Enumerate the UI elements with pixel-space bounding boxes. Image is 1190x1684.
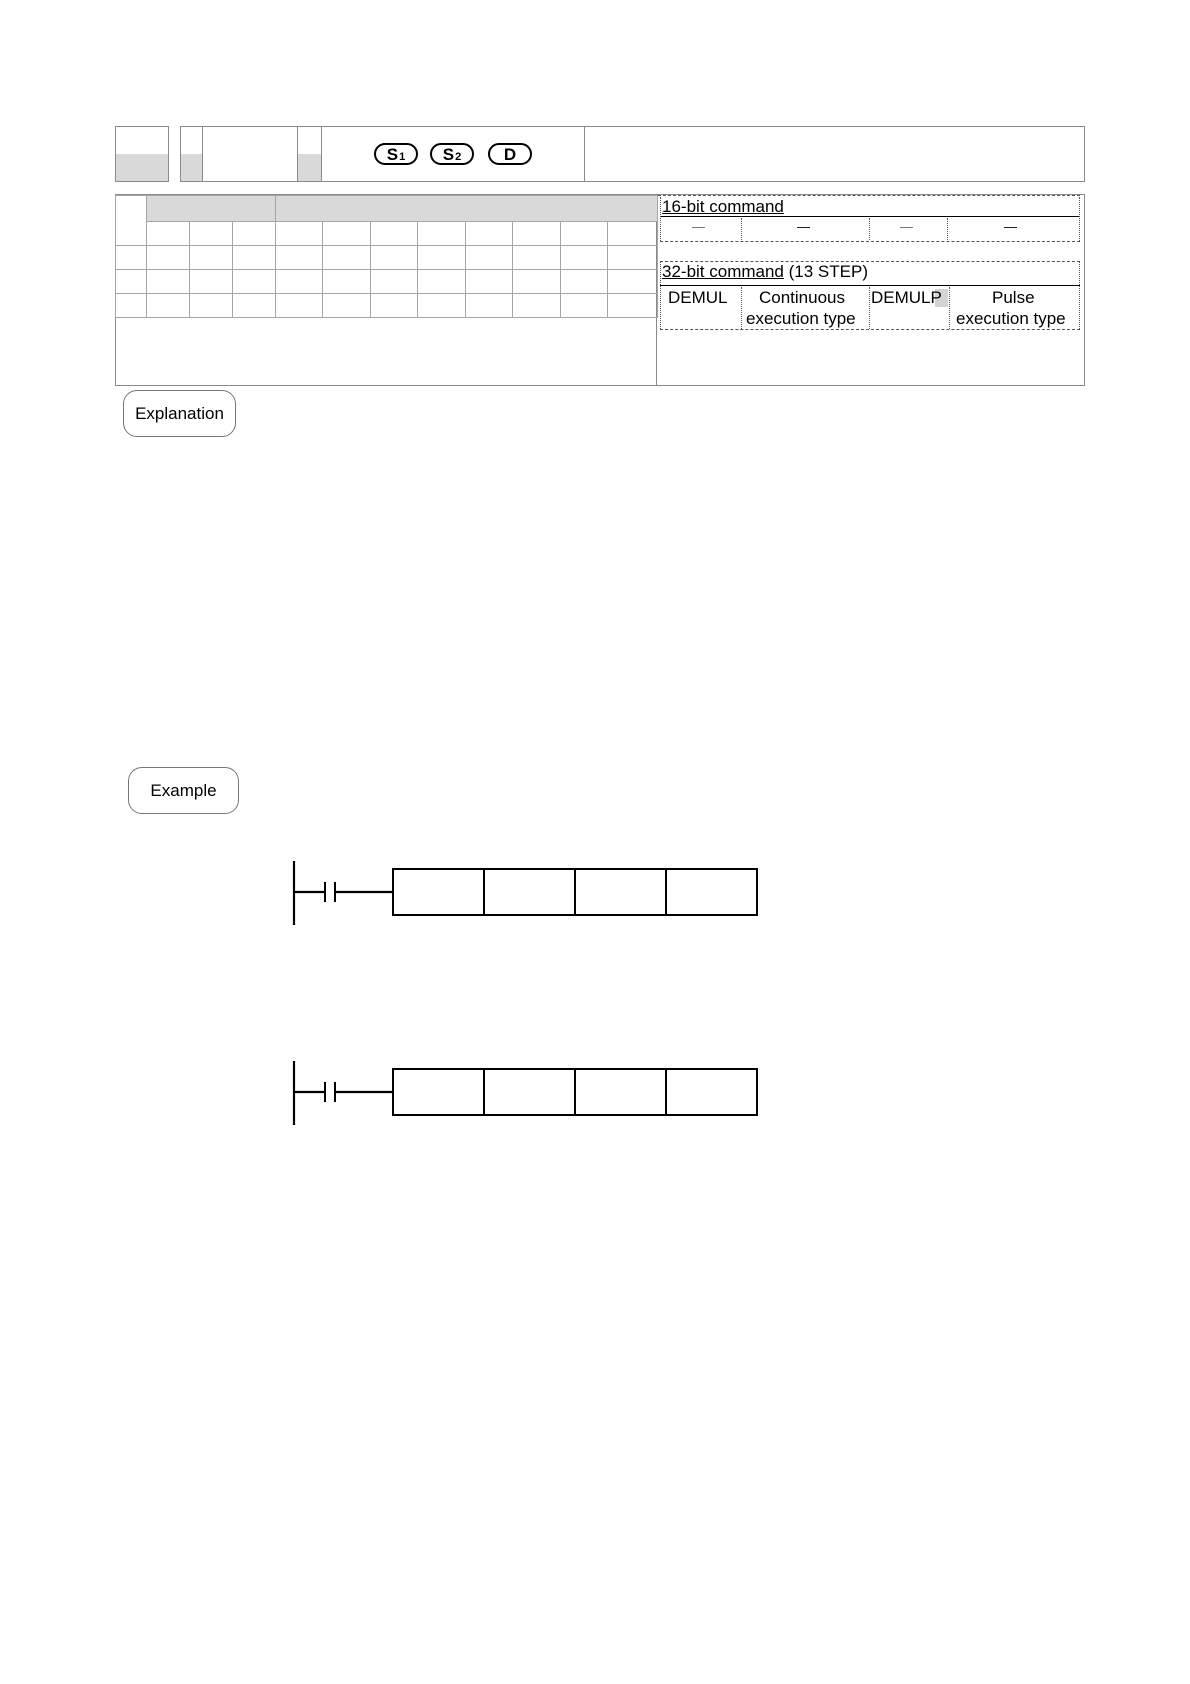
bit32-bottom-dash xyxy=(660,329,1080,330)
operand-row-d xyxy=(116,294,658,318)
bit16-cell-2: — xyxy=(797,219,810,234)
pulse-flag-shade xyxy=(298,154,321,181)
instruction-box-d xyxy=(666,1069,757,1115)
bit16-cell-4: — xyxy=(1004,219,1017,234)
operand-s2-sub: 2 xyxy=(455,150,462,163)
device-col xyxy=(371,222,418,246)
device-col xyxy=(466,222,513,246)
bit16-title: 16-bit command xyxy=(662,197,784,216)
device-col xyxy=(233,222,276,246)
type-flag-shade xyxy=(181,154,202,181)
api-number-shade xyxy=(116,154,168,181)
ladder-rung-2 xyxy=(285,1058,760,1128)
bit16-vsep-3 xyxy=(947,218,948,240)
pulse-mnemonic: DEMULP xyxy=(871,288,942,307)
bit32-vsep-left xyxy=(660,262,661,329)
device-col xyxy=(418,222,466,246)
operand-s2-letter: S xyxy=(442,144,455,164)
bit32-title: 32-bit command xyxy=(662,262,784,281)
bit32-rule xyxy=(660,285,1080,286)
instruction-box-s1 xyxy=(484,869,575,915)
instruction-box-s2 xyxy=(575,1069,666,1115)
operand-d xyxy=(488,143,532,165)
instruction-box-s2 xyxy=(575,869,666,915)
bit16-vsep-1 xyxy=(741,218,742,240)
pulse-label-1: Pulse xyxy=(992,288,1035,307)
instruction-box-d xyxy=(666,869,757,915)
bit16-vsep-right xyxy=(1079,197,1080,241)
continuous-label-1: Continuous xyxy=(759,288,846,307)
function-description-cell xyxy=(584,126,1085,182)
operand-row-s1 xyxy=(116,246,658,270)
operands-cell xyxy=(321,126,585,182)
bit16-vsep-2 xyxy=(869,218,870,240)
operand-row-s2 xyxy=(116,270,658,294)
device-col xyxy=(561,222,608,246)
bit32-title-line xyxy=(662,262,868,282)
bit32-vsep-3 xyxy=(949,287,950,329)
device-col xyxy=(147,222,190,246)
operand-s2 xyxy=(430,143,474,165)
pulse-flag-cell xyxy=(297,126,322,182)
operand-device-table xyxy=(115,195,658,318)
api-number-cell xyxy=(115,126,169,182)
bit32-vsep-1 xyxy=(741,287,742,329)
device-col xyxy=(190,222,233,246)
bit32-steps: (13 STEP) xyxy=(788,262,868,281)
word-devices-header xyxy=(276,196,658,222)
bit16-cell-3: — xyxy=(900,219,913,234)
operand-s1-letter: S xyxy=(386,144,399,164)
bit16-rule xyxy=(660,216,1080,217)
bit16-vsep-left xyxy=(660,197,661,241)
device-col xyxy=(276,222,323,246)
type-flag-cell xyxy=(180,126,203,182)
bit32-vsep-2 xyxy=(869,287,870,329)
operand-s1 xyxy=(374,143,418,165)
instruction-box-mnemonic xyxy=(393,1069,484,1115)
instruction-box-mnemonic xyxy=(393,869,484,915)
mnemonic-cell xyxy=(202,126,298,182)
device-col xyxy=(513,222,561,246)
row-header-corner xyxy=(116,196,147,246)
operand-s1-sub: 1 xyxy=(399,150,406,163)
bit16-bottom-dash xyxy=(660,241,1080,242)
continuous-mnemonic: DEMUL xyxy=(668,288,728,307)
example-label: Example xyxy=(128,767,239,814)
pulse-label-2: execution type xyxy=(956,309,1066,328)
device-col xyxy=(323,222,371,246)
device-col xyxy=(608,222,658,246)
bit16-cell-1: — xyxy=(692,219,705,234)
explanation-label: Explanation xyxy=(123,390,236,437)
bit-devices-header xyxy=(147,196,276,222)
instruction-box-s1 xyxy=(484,1069,575,1115)
bit16-top-dash xyxy=(658,195,1080,196)
operand-d-letter: D xyxy=(503,144,517,164)
ladder-rung-1 xyxy=(285,858,760,928)
bit32-vsep-right xyxy=(1079,262,1080,329)
continuous-label-2: execution type xyxy=(746,309,856,328)
